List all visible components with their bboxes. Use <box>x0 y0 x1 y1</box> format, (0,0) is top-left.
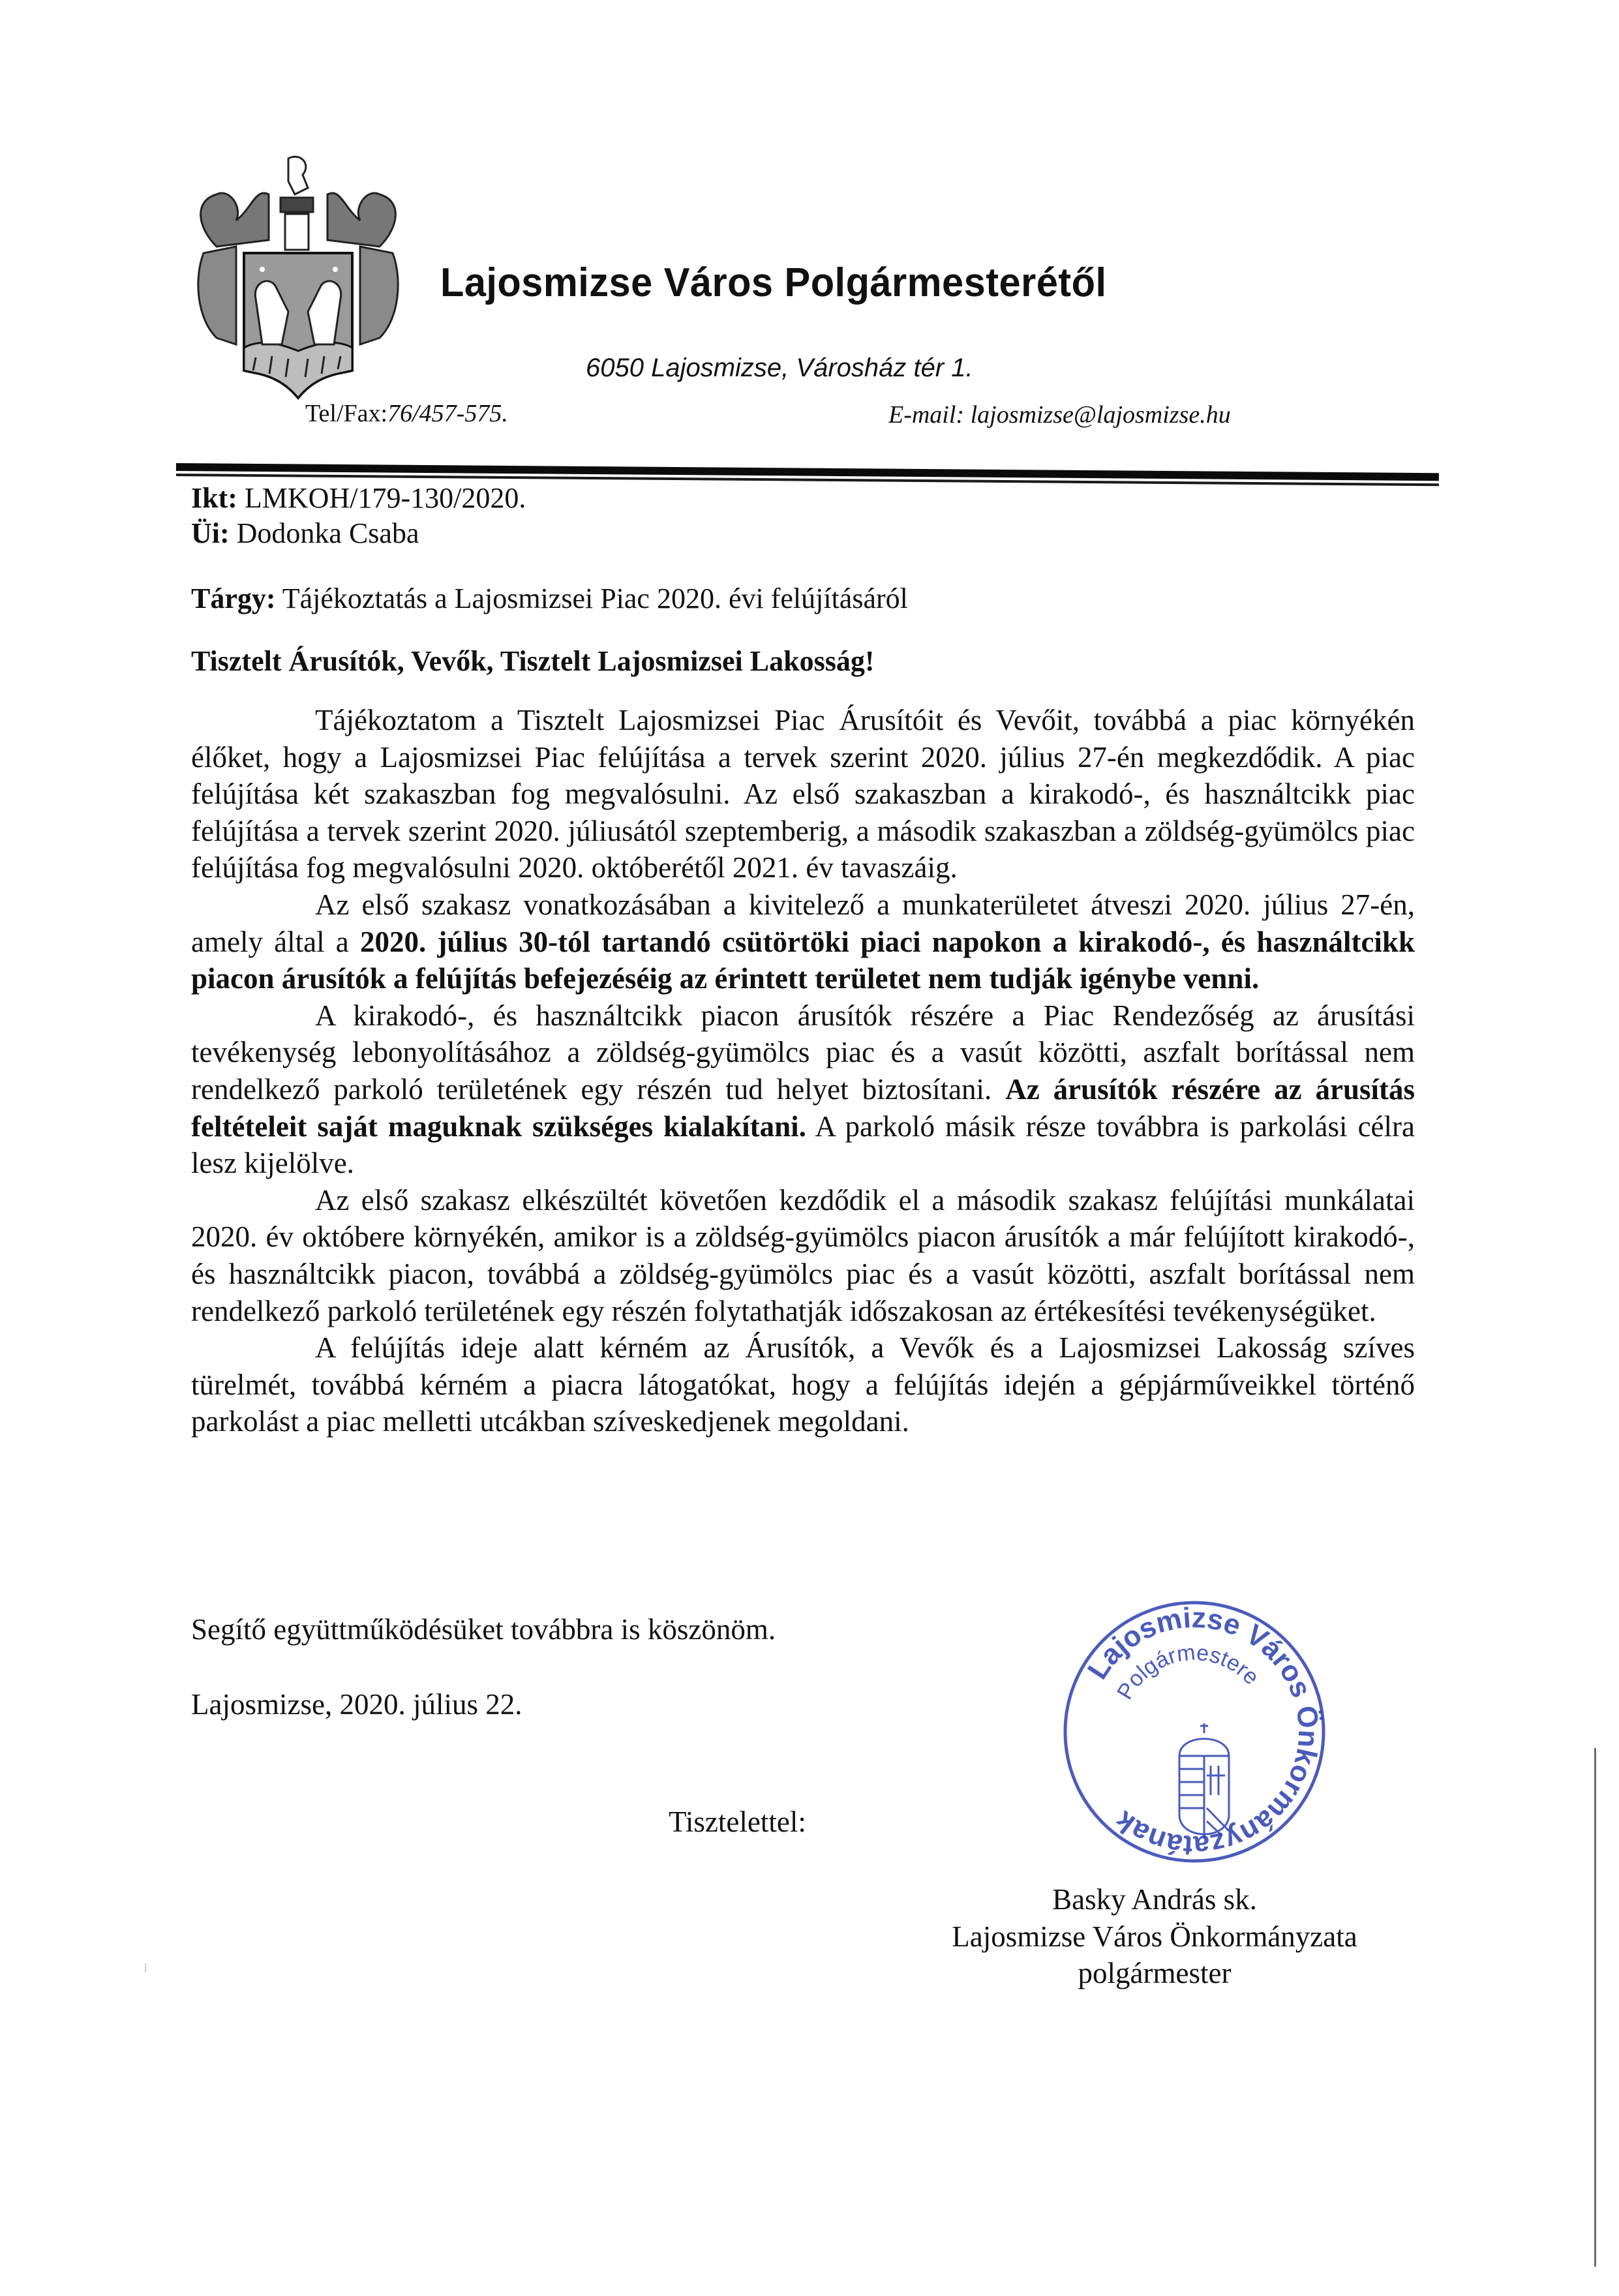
telfax-value: 76/457-575. <box>387 400 508 427</box>
letterhead-email <box>888 400 1231 429</box>
stamp-seal-icon <box>1062 1599 1327 1864</box>
ikt-value: LMKOH/179-130/2020. <box>244 482 526 514</box>
signatory-role: polgármester <box>1078 1957 1232 1989</box>
subject-label: Tárgy: <box>191 582 276 614</box>
coat-of-arms-icon <box>190 149 406 400</box>
paragraph-3-text: A kirakodó-, és használtcikk piacon árusítók részére a Piac Rendezőség az árusítási tevékenység lebonyolításához a zöldség-gyümölcs piac és a vasút közötti, aszfalt borítással nem rendelkező parkoló területének egy részén tud helyet biztosítani. <box>191 999 1415 1106</box>
paragraph-1: Tájékoztatom a Tisztelt Lajosmizsei Piac Árusítóit és Vevőit, továbbá a piac környékén élőket, hogy a Lajosmizsei Piac felújítása a tervek szerint 2020. július 27-én megkezdődik. A piac felújítása két szakaszban fog megvalósulni. Az első szakaszban a kirakodó-, és használtcikk piac felújítása a tervek szerint 2020. júliusától szeptemberig, a második szakaszban a zöldség-gyümölcs piac felújítása fog megvalósulni 2020. októberétől 2021. év tavaszáig. <box>191 704 1415 884</box>
stamp-outer-text: Lajosmizse Város Önkormányzatának <box>1081 1601 1325 1862</box>
paragraph-3 <box>191 997 1415 1182</box>
paragraph-2-bold: 2020. július 30-tól tartandó csütörtöki piaci napokon a kirakodó-, és használtcikk piacon árusítók a felújítás befejezéséig az érintett területet nem tudják igénybe venni. <box>191 925 1415 995</box>
email-label: E-mail: <box>888 401 965 429</box>
paragraph-3-bold: Az árusítók részére az árusítás feltételeit saját maguknak szükséges kialakítani. <box>191 1072 1415 1143</box>
salutation: Tisztelt Árusítók, Vevők, Tisztelt Lajosmizsei Lakosság! <box>191 645 875 677</box>
paragraph-2 <box>191 886 1415 997</box>
paragraph-4: Az első szakasz elkészültét követően kezdődik el a második szakasz felújítási munkálatai 2020. év októbere környékén, amikor is a zöldség-gyümölcs piacon árusítók a már felújított kirakodó-, és használtcikk piacon, továbbá a zöldség-gyümölcs piac és a vasút közötti, aszfalt borítással nem rendelkező parkoló területének egy részén folytathatják időszakosan az értékesítési tevékenységüket. <box>191 1183 1415 1327</box>
paragraph-3-tail: A parkoló másik része továbbra is parkolási célra lesz kijelölve. <box>191 1110 1415 1180</box>
paragraph-5: A felújítás ideje alatt kérném az Árusítók, a Vevők és a Lajosmizsei Lakosság szíves türelmét, továbbá kérném a piacra látogatókat, hogy a felújítás idején a gépjárműveikkel történő parkolást a piac melletti utcákban szíveskedjenek megoldani. <box>191 1331 1415 1438</box>
signatory-organization: Lajosmizse Város Önkormányzata <box>952 1920 1357 1953</box>
ikt-label: Ikt: <box>191 482 237 514</box>
telfax-label: Tel/Fax: <box>305 400 388 427</box>
closing-place-date: Lajosmizse, 2020. július 22. <box>191 1688 522 1721</box>
closing-thanks: Segítő együttműködésüket továbbra is köszönöm. <box>191 1613 776 1646</box>
letterhead-address: 6050 Lajosmizse, Városház tér 1. <box>586 354 973 382</box>
ui-label: Üi: <box>191 517 230 549</box>
letter-body <box>191 702 1415 1440</box>
case-handler <box>191 519 419 548</box>
paragraph-2-text: Az első szakasz vonatkozásában a kivitelező a munkaterületet átveszi 2020. július 27-én, amely által a <box>191 888 1415 958</box>
letterhead-title: Lajosmizse Város Polgármesterétől <box>440 260 1107 305</box>
subject-value: Tájékoztatás a Lajosmizsei Piac 2020. évi felújításáról <box>282 582 908 614</box>
letterhead-telfax <box>305 399 508 428</box>
email-value[interactable]: lajosmizse@lajosmizse.hu <box>970 401 1231 429</box>
closing-regards: Tisztelettel: <box>669 1805 806 1838</box>
stamp-inner-text: Polgármestere <box>1112 1640 1264 1704</box>
reference-number <box>191 484 526 513</box>
scan-artifact <box>145 1963 146 1972</box>
signatory-name: Basky András sk. <box>1052 1883 1257 1916</box>
scan-edge-line <box>1594 1748 1596 2267</box>
official-stamp <box>1062 1599 1327 1864</box>
ui-value: Dodonka Csaba <box>236 517 419 549</box>
subject-line <box>191 584 908 613</box>
